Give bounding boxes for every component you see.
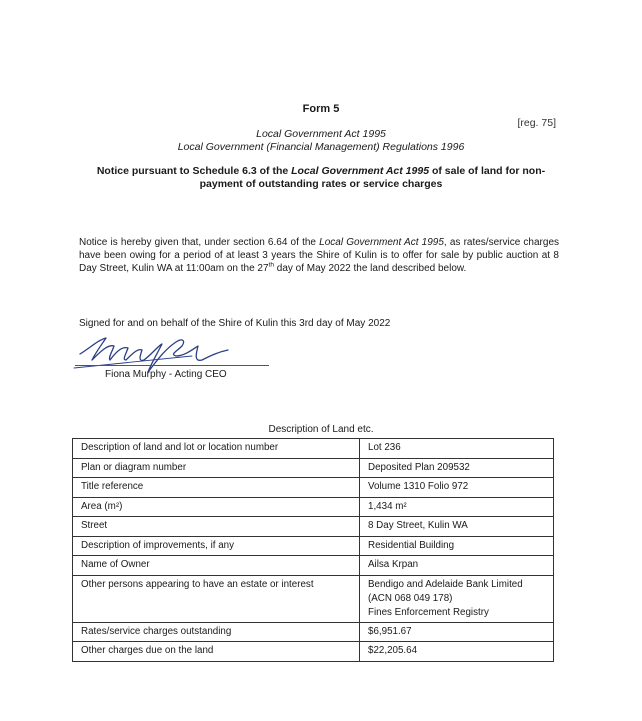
- table-row: [73, 575, 554, 622]
- notice-heading: [82, 165, 560, 191]
- table-row: [73, 642, 554, 662]
- row-value: $22,205.64: [360, 642, 554, 662]
- heading-part-1: Notice pursuant to Schedule 6.3 of the: [96, 165, 292, 177]
- row-value: Ailsa Krpan: [360, 556, 554, 576]
- table-row: [73, 536, 554, 556]
- row-value: $6,951.67: [360, 622, 554, 642]
- notice-ordinal-suffix: th: [268, 261, 274, 269]
- table-row: [73, 622, 554, 642]
- row-label: Description of improvements, if any: [73, 536, 360, 556]
- row-value: Volume 1310 Folio 972: [360, 478, 554, 498]
- act-line-2: Local Government (Financial Management) Regulations 1996: [177, 141, 465, 153]
- row-label: Title reference: [73, 478, 360, 498]
- land-description-table: [72, 438, 554, 662]
- table-row: [73, 517, 554, 537]
- row-label: Other persons appearing to have an estate or interest: [73, 575, 360, 622]
- signer-name: Fiona Murphy - Acting CEO: [105, 369, 227, 380]
- row-value: Lot 236: [360, 439, 554, 459]
- row-value: 1,434 m²: [360, 497, 554, 517]
- notice-act-name: Local Government Act 1995: [319, 237, 444, 248]
- row-label: Other charges due on the land: [73, 642, 360, 662]
- notice-part-2: , as rates/service charges have been owing for a period of at least 3 years the Shire of Kulin is to offer for sale by public auction at 8 Day Street, Kulin WA at 11:00am on the 27: [79, 237, 560, 274]
- table-row: [73, 556, 554, 576]
- act-line-1: Local Government Act 1995: [256, 128, 386, 140]
- heading-act-name: Local Government Act 1995: [291, 165, 430, 177]
- table-row: [73, 458, 554, 478]
- table-row: [73, 478, 554, 498]
- form-title: Form 5: [302, 103, 340, 115]
- row-label: Area (m²): [73, 497, 360, 517]
- act-citation: [0, 128, 642, 154]
- row-value: Residential Building: [360, 536, 554, 556]
- row-value-line: Fines Enforcement Registry: [368, 606, 489, 618]
- signed-statement: Signed for and on behalf of the Shire of Kulin this 3rd day of May 2022: [79, 318, 391, 329]
- row-label: Plan or diagram number: [73, 458, 360, 478]
- heading-part-2: of sale of land for non-payment of outstanding rates or service charges: [199, 165, 546, 190]
- row-value: 8 Day Street, Kulin WA: [360, 517, 554, 537]
- signature-line: [75, 365, 269, 366]
- notice-part-3: day of May 2022 the land described below.: [273, 263, 467, 274]
- row-value: [360, 575, 554, 622]
- notice-part-1: Notice is hereby given that, under section 6.64 of the: [79, 237, 320, 248]
- regulation-reference: [reg. 75]: [517, 117, 556, 129]
- row-value-line: (ACN 068 049 178): [368, 592, 453, 604]
- table-row: [73, 439, 554, 459]
- table-caption: Description of Land etc.: [268, 424, 374, 435]
- row-label: Street: [73, 517, 360, 537]
- row-label: Name of Owner: [73, 556, 360, 576]
- row-value: Deposited Plan 209532: [360, 458, 554, 478]
- notice-paragraph: [79, 236, 559, 275]
- table-row: [73, 497, 554, 517]
- row-label: Description of land and lot or location number: [73, 439, 360, 459]
- row-label: Rates/service charges outstanding: [73, 622, 360, 642]
- row-value-line: Bendigo and Adelaide Bank Limited: [368, 578, 523, 590]
